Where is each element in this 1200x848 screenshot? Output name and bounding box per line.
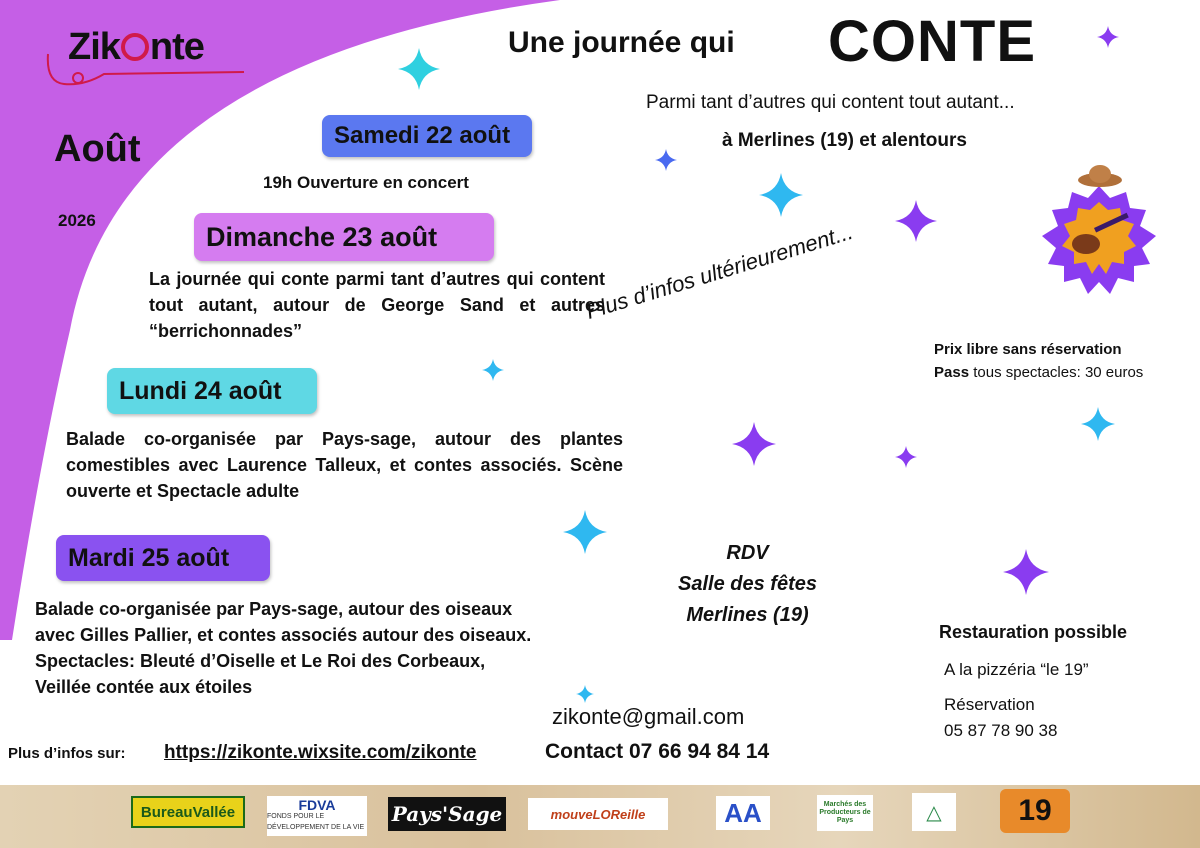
location: à Merlines (19) et alentours [722,130,967,151]
sparkle-icon [895,446,917,468]
contact-email[interactable]: zikonte@gmail.com [552,704,745,729]
event-day-saturday: Samedi 22 août [322,115,532,157]
rdv-venue: Salle des fêtes [678,573,817,595]
sparkle-icon [655,149,677,171]
guitarist-illustration-icon [1034,158,1164,314]
sparkle-icon [732,422,776,466]
sparkle-icon [1003,549,1049,595]
event-text-tuesday [35,596,605,700]
rdv-town: Merlines (19) [686,604,809,626]
event-text-line: avec Gilles Pallier, et contes associés autour des oiseaux. [35,625,532,645]
event-day-tuesday: Mardi 25 août [56,535,270,581]
pass-price: tous spectacles: 30 euros [969,364,1144,381]
year: 2026 [58,211,96,230]
logo-text-start: Zik [68,26,120,68]
aa-logo: AA [716,796,770,830]
event-text-saturday: 19h Ouverture en concert [263,173,469,192]
event-text-line: Balade co-organisée par Pays-sage, autour des oiseaux [35,599,513,619]
restaurant-place: A la pizzéria “le 19” [944,660,1089,679]
marches-producteurs-logo: Marchés des Producteurs de Pays [817,795,873,831]
fdva-title: FDVA [298,796,336,813]
title-part1: Une journée qui [508,26,735,59]
subtitle: Parmi tant d’autres qui content tout autant... [646,92,1015,113]
month: Août [54,128,141,170]
mouveloreille-logo: mouveLOReille [528,798,668,830]
le-19-logo: 19 [1000,789,1070,833]
rdv-block [655,538,840,631]
event-text-line: Spectacles: Bleuté d’Oiselle et Le Roi des Corbeaux, [35,651,486,671]
fdva-logo [267,796,367,836]
sparkle-icon [482,359,504,381]
reservation-phone: 05 87 78 90 38 [944,721,1058,740]
event-day-sunday: Dimanche 23 août [194,213,494,261]
title-part2: CONTE [828,9,1036,74]
bureau-vallee-logo: BureauVallée [131,796,245,828]
logo-text-end: nte [149,26,204,68]
restaurant-title: Restauration possible [939,622,1128,642]
triangle-logo-icon: △ [912,793,956,831]
website-link[interactable]: https://zikonte.wixsite.com/zikonte [164,742,477,763]
sparkle-icon [398,48,440,90]
sparkle-icon [759,173,803,217]
pass-info [934,364,1143,381]
sparkle-icon [563,510,607,554]
sparkle-icon [1097,26,1119,48]
more-info-label: Plus d’infos sur: [8,745,126,762]
fdva-subtitle: FONDS POUR LE DÉVELOPPEMENT DE LA VIE [267,812,365,831]
event-text-monday: Balade co-organisée par Pays-sage, autour des plantes comestibles avec Laurence Talleux, et contes associés. Scène ouverte et Spectacle adulte [66,429,623,501]
sparkle-icon [895,200,937,242]
more-info-later: Plus d’infos ultérieurement... [583,218,856,324]
price-info: Prix libre sans réservation [934,341,1122,358]
event-text-sunday: La journée qui conte parmi tant d’autres qui content tout autant, autour de George Sand et autres “berrichonnades” [149,269,605,341]
contact-phone: Contact 07 66 94 84 14 [545,740,770,763]
rdv-label: RDV [726,542,769,564]
event-text-line: Veillée contée aux étoiles [35,677,253,697]
sparkle-icon [576,685,594,703]
reservation-label: Réservation [944,695,1035,714]
pass-label: Pass [934,364,970,381]
pays-sage-logo: Pays'Sage [388,797,506,831]
guitar-line-icon [44,52,254,92]
sparkle-icon [1081,407,1115,441]
event-day-monday: Lundi 24 août [107,368,317,414]
